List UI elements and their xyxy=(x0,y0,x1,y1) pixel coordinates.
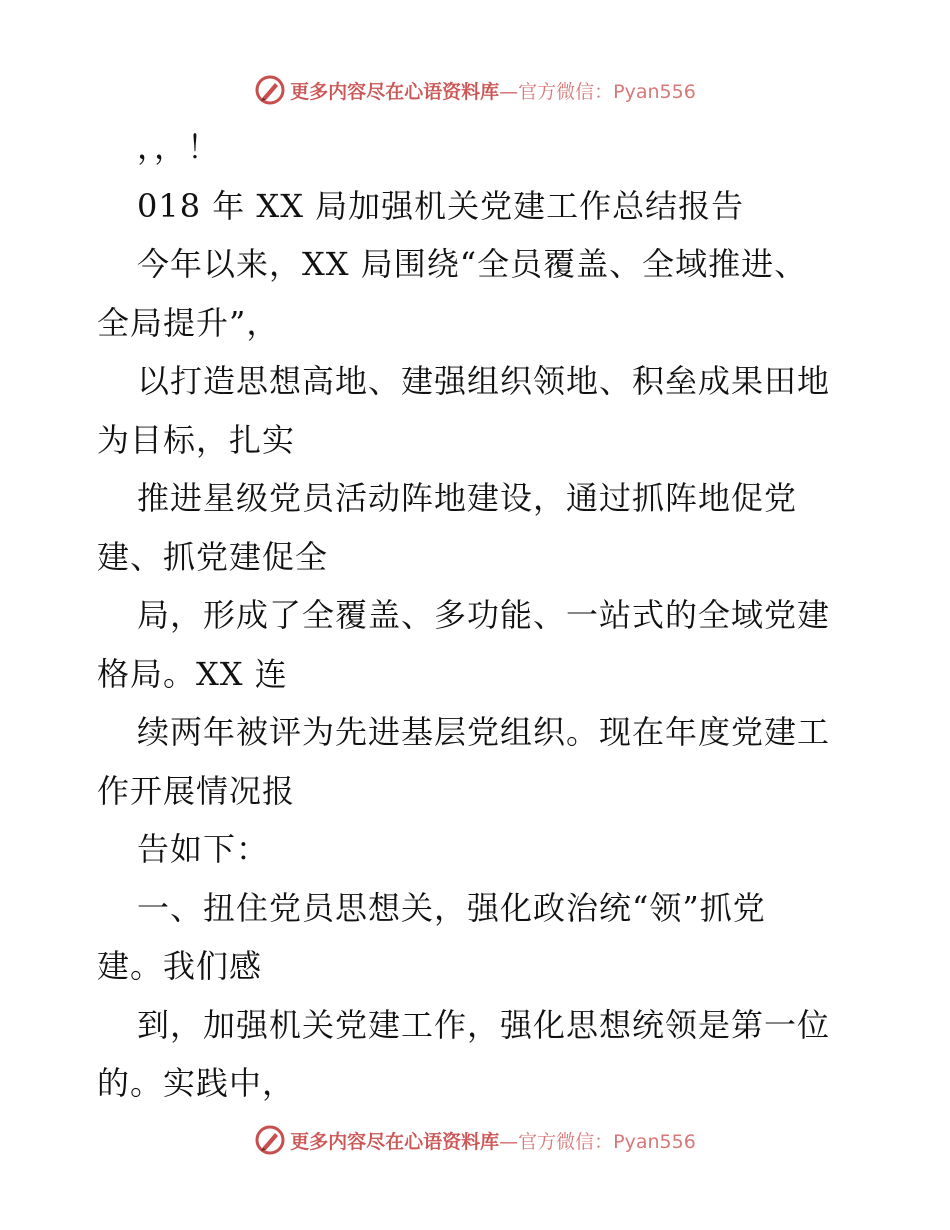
section-heading: 一、扭住党员思想关，强化政治统“领”抓党 xyxy=(137,888,766,927)
text-line: 建。我们感 xyxy=(97,947,263,985)
text-line: 到，加强机关党建工作，强化思想统领是第一位 xyxy=(137,1005,831,1044)
red-pen-circle-logo-icon xyxy=(254,74,286,106)
document-title: 018 年 XX 局加强机关党建工作总结报告 xyxy=(137,186,745,225)
text-line: 局，形成了全覆盖、多功能、一站式的全域党建 xyxy=(137,596,831,634)
document-body xyxy=(97,118,877,1113)
watermark-text xyxy=(290,77,696,104)
text-line: 续两年被评为先进基层党组织。现在年度党建工 xyxy=(137,713,831,751)
watermark-library-text: 更多内容尽在心语资料库 xyxy=(290,1130,500,1153)
text-line: 今年以来，XX 局围绕“全员覆盖、全域推进、 xyxy=(137,245,808,283)
watermark-text xyxy=(290,1127,696,1154)
footer-watermark xyxy=(0,1120,950,1160)
watermark-wechat-text: 官方微信：Pyan556 xyxy=(518,1130,696,1153)
text-line: 为目标，扎实 xyxy=(97,420,296,459)
header-watermark xyxy=(0,70,950,110)
text-line: 作开展情况报 xyxy=(97,771,296,810)
watermark-dash: — xyxy=(499,1130,519,1153)
text-line: 建、抓党建促全 xyxy=(97,537,329,576)
text-line: 以打造思想高地、建强组织领地、积垒成果田地 xyxy=(137,362,831,400)
text-line: 告如下： xyxy=(137,830,270,868)
text-line: 推进星级党员活动阵地建设，通过抓阵地促党 xyxy=(137,479,798,517)
red-pen-circle-logo-icon xyxy=(254,1124,286,1156)
watermark-wechat-text: 官方微信：Pyan556 xyxy=(518,80,696,103)
watermark-dash: — xyxy=(499,80,519,103)
text-line: 全局提升”， xyxy=(97,303,280,342)
text-line: 的。实践中， xyxy=(97,1064,296,1102)
text-line: 格局。XX 连 xyxy=(97,654,288,693)
text-line: ，，！ xyxy=(137,128,221,166)
watermark-library-text: 更多内容尽在心语资料库 xyxy=(290,80,500,103)
